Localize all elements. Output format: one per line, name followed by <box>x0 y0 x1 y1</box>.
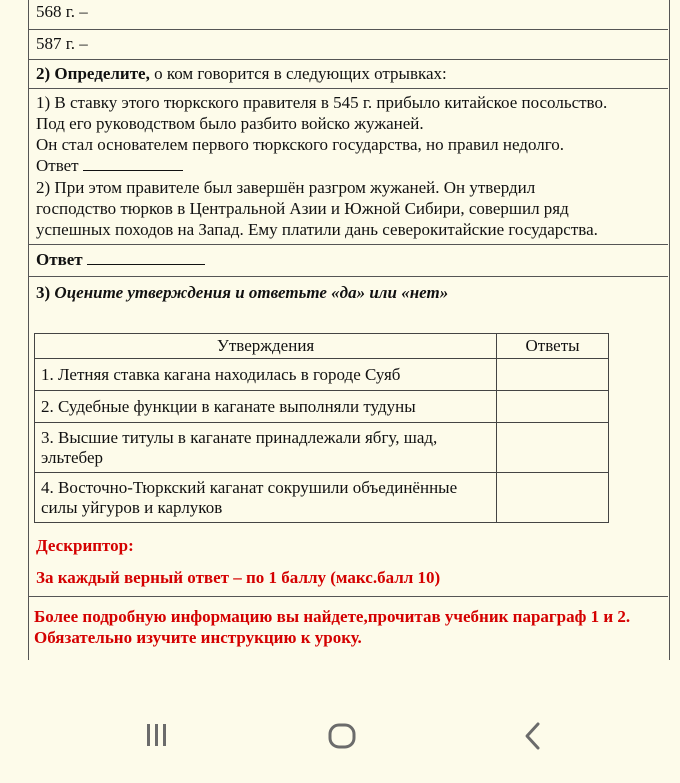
statement-4: 4. Восточно-Тюркский каганат сокрушили объединённые силы уйгуров и карлуков <box>35 473 497 523</box>
q2-p2-line: господство тюрков в Центральной Азии и Южной Сибири, совершил ряд <box>36 199 569 218</box>
table-row <box>35 359 609 391</box>
statement-1: 1. Летняя ставка кагана находилась в городе Суяб <box>35 359 497 391</box>
answer-cell-3[interactable] <box>497 423 609 473</box>
q3-number: 3) <box>36 283 51 302</box>
statements-table <box>34 333 609 523</box>
q2-heading <box>36 64 447 84</box>
answer-cell-4[interactable] <box>497 473 609 523</box>
table-header-row <box>35 334 609 359</box>
back-icon[interactable] <box>518 720 548 752</box>
header-answers: Ответы <box>497 334 609 359</box>
divider <box>28 276 668 277</box>
divider <box>28 244 668 245</box>
q2-p1-line: 1) В ставку этого тюркского правителя в 545 г. прибыло китайское посольство. <box>36 93 608 112</box>
answer-1-blank[interactable] <box>83 156 183 171</box>
divider <box>28 88 668 89</box>
note-text: Более подробную информацию вы найдете,прочитав учебник параграф 1 и 2. Обязательно изучите инструкцию к уроку. <box>34 607 631 647</box>
statement-2: 2. Судебные функции в каганате выполняли тудуны <box>35 391 497 423</box>
answer-cell-2[interactable] <box>497 391 609 423</box>
divider <box>28 29 668 30</box>
answer-1 <box>36 156 183 176</box>
q2-p1-line: Под его руководством было разбито войско жужаней. <box>36 114 424 133</box>
table-row <box>35 473 609 523</box>
descriptor-text: За каждый верный ответ – по 1 баллу (макс.балл 10) <box>36 568 441 587</box>
q2-number: 2) <box>36 64 51 83</box>
divider <box>28 596 668 597</box>
descriptor-title: Дескриптор: <box>36 536 134 555</box>
home-icon[interactable] <box>326 720 358 752</box>
answer-2-label: Ответ <box>36 250 83 269</box>
header-statements: Утверждения <box>35 334 497 359</box>
table-row <box>35 423 609 473</box>
recent-apps-icon[interactable] <box>142 720 172 750</box>
q3-heading <box>36 283 448 303</box>
answer-1-label: Ответ <box>36 156 79 175</box>
q2-p2-line: 2) При этом правителе был завершён разгром жужаней. Он утвердил <box>36 178 536 197</box>
statement-3: 3. Высшие титулы в каганате принадлежали ябгу, шад, эльтебер <box>35 423 497 473</box>
year-568: 568 г. – <box>36 2 88 21</box>
q2-heading-bold: Определите, <box>54 64 150 83</box>
q3-heading-text: Оцените утверждения и ответьте «да» или «нет» <box>54 283 449 302</box>
year-587: 587 г. – <box>36 34 88 53</box>
q2-heading-rest: о ком говорится в следующих отрывках: <box>149 64 447 83</box>
q2-p2-line: успешных походов на Запад. Ему платили дань северокитайские государства. <box>36 220 598 239</box>
answer-cell-1[interactable] <box>497 359 609 391</box>
divider <box>28 59 668 60</box>
answer-2 <box>36 250 205 270</box>
q2-p1-line: Он стал основателем первого тюркского государства, но правил недолго. <box>36 135 564 154</box>
answer-2-blank[interactable] <box>87 250 205 265</box>
table-row <box>35 391 609 423</box>
